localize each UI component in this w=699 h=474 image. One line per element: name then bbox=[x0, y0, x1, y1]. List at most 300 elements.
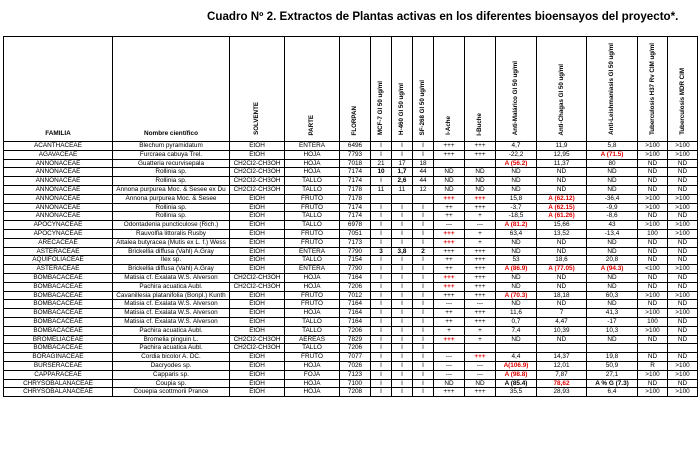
value-cell: 7100 bbox=[340, 379, 371, 388]
value-cell: >100 bbox=[668, 291, 698, 300]
value-cell: 7164 bbox=[340, 273, 371, 282]
family-cell: ANNONACEAE bbox=[4, 168, 113, 177]
value-cell: ND bbox=[587, 335, 638, 344]
value-cell: ND bbox=[638, 247, 668, 256]
value-cell: I bbox=[371, 265, 392, 274]
value-cell: EtOH bbox=[230, 212, 285, 221]
value-cell: TALLO bbox=[285, 344, 340, 353]
value-cell: EtOH bbox=[230, 238, 285, 247]
column-header bbox=[392, 37, 413, 142]
value-cell: -22,2 bbox=[496, 150, 537, 159]
value-cell: HOJA bbox=[285, 159, 340, 168]
value-cell: ND bbox=[537, 282, 587, 291]
value-cell: A (62.12) bbox=[537, 194, 587, 203]
value-cell: 6978 bbox=[340, 221, 371, 230]
value-cell: I bbox=[371, 309, 392, 318]
species-cell: Coupia sp. bbox=[113, 379, 230, 388]
value-cell: I bbox=[392, 344, 413, 353]
value-cell: HOJA bbox=[285, 309, 340, 318]
value-cell: 18,6 bbox=[537, 256, 587, 265]
value-cell: >100 bbox=[638, 221, 668, 230]
value-cell: ND bbox=[587, 282, 638, 291]
value-cell: FOJA bbox=[285, 370, 340, 379]
column-header bbox=[496, 37, 537, 142]
value-cell: +++ bbox=[465, 142, 496, 151]
column-header-label: Anti-Leishmaniasis GI 50 ug/ml bbox=[608, 43, 616, 136]
value-cell: 4,4 bbox=[496, 353, 537, 362]
value-cell: ND bbox=[537, 335, 587, 344]
value-cell: ND bbox=[496, 273, 537, 282]
table-row bbox=[4, 300, 698, 309]
value-cell: 10,3 bbox=[587, 326, 638, 335]
value-cell: 5,8 bbox=[587, 142, 638, 151]
value-cell: EtOH bbox=[230, 247, 285, 256]
value-cell: ND bbox=[496, 185, 537, 194]
value-cell bbox=[668, 344, 698, 353]
column-header bbox=[230, 37, 285, 142]
value-cell: ND bbox=[537, 247, 587, 256]
value-cell: I bbox=[413, 238, 434, 247]
value-cell: FRUTO bbox=[285, 353, 340, 362]
value-cell: ND bbox=[465, 168, 496, 177]
value-cell: A (98.8) bbox=[496, 370, 537, 379]
value-cell: ND bbox=[668, 159, 698, 168]
value-cell: ND bbox=[638, 335, 668, 344]
value-cell: I bbox=[413, 256, 434, 265]
value-cell: ND bbox=[668, 212, 698, 221]
value-cell: >100 bbox=[638, 309, 668, 318]
value-cell: I bbox=[371, 353, 392, 362]
value-cell: I bbox=[413, 361, 434, 370]
table-row bbox=[4, 177, 698, 186]
value-cell: EtOH bbox=[230, 150, 285, 159]
species-cell: Attalea butyracea (Mutis ex L. f.) Wess bbox=[113, 238, 230, 247]
value-cell: FRUTO bbox=[285, 238, 340, 247]
family-cell: BOMBACACEAE bbox=[4, 317, 113, 326]
species-cell: Matisia cf. Exalata W.S. Alverson bbox=[113, 317, 230, 326]
value-cell: I bbox=[371, 370, 392, 379]
value-cell: +++ bbox=[465, 291, 496, 300]
value-cell: >100 bbox=[668, 388, 698, 397]
value-cell: 7,4 bbox=[496, 326, 537, 335]
value-cell: I bbox=[371, 238, 392, 247]
value-cell: A (81.2) bbox=[496, 221, 537, 230]
species-cell: Odontadenia puncticulose (Rich.) bbox=[113, 221, 230, 230]
value-cell: FRUTO bbox=[285, 229, 340, 238]
species-cell: Rollinia sp. bbox=[113, 212, 230, 221]
value-cell: --- bbox=[465, 300, 496, 309]
value-cell: CH2Cl2-CH3OH bbox=[230, 185, 285, 194]
species-cell: Matisia cf. Exalata W.S. Alverson bbox=[113, 273, 230, 282]
family-cell: ASTERACEAE bbox=[4, 247, 113, 256]
value-cell: HOJA bbox=[285, 379, 340, 388]
value-cell: ND bbox=[496, 300, 537, 309]
column-header-label: H-460 GI 50 ug/ml bbox=[398, 83, 406, 136]
value-cell: I bbox=[392, 238, 413, 247]
value-cell: 0,7 bbox=[496, 317, 537, 326]
value-cell: I bbox=[413, 273, 434, 282]
value-cell: I bbox=[371, 291, 392, 300]
family-cell: ANNONACEAE bbox=[4, 159, 113, 168]
value-cell: ND bbox=[668, 326, 698, 335]
value-cell: +++ bbox=[465, 256, 496, 265]
table-row bbox=[4, 185, 698, 194]
value-cell: 1,7 bbox=[392, 168, 413, 177]
value-cell: A (85.4) bbox=[496, 379, 537, 388]
table-row bbox=[4, 379, 698, 388]
species-cell: Rauvolfia littoralis Rusby bbox=[113, 229, 230, 238]
family-cell: BOMBACACEAE bbox=[4, 282, 113, 291]
value-cell: A % G (7.3) bbox=[587, 379, 638, 388]
table-row bbox=[4, 159, 698, 168]
value-cell: +++ bbox=[434, 273, 465, 282]
value-cell: ++ bbox=[434, 203, 465, 212]
species-cell: Pachira acuatica Aubl. bbox=[113, 326, 230, 335]
value-cell: 7077 bbox=[340, 353, 371, 362]
value-cell: EtOH bbox=[230, 379, 285, 388]
table-row bbox=[4, 238, 698, 247]
column-header-label: FLORPAN bbox=[351, 105, 359, 136]
value-cell: +++ bbox=[465, 194, 496, 203]
value-cell: 78,62 bbox=[537, 379, 587, 388]
value-cell: ND bbox=[465, 177, 496, 186]
value-cell: ND bbox=[537, 273, 587, 282]
family-cell: APOCYNACEAE bbox=[4, 221, 113, 230]
value-cell: 44 bbox=[413, 168, 434, 177]
value-cell: ND bbox=[668, 379, 698, 388]
value-cell: + bbox=[465, 212, 496, 221]
value-cell: I bbox=[371, 344, 392, 353]
value-cell: --- bbox=[434, 361, 465, 370]
value-cell: -3,7 bbox=[496, 203, 537, 212]
value-cell: I bbox=[392, 317, 413, 326]
value-cell bbox=[587, 344, 638, 353]
value-cell: ++ bbox=[434, 265, 465, 274]
value-cell: I bbox=[392, 291, 413, 300]
value-cell: A (56.2) bbox=[496, 159, 537, 168]
value-cell: ND bbox=[434, 177, 465, 186]
value-cell: I bbox=[413, 221, 434, 230]
value-cell: 11,6 bbox=[496, 309, 537, 318]
value-cell: 7208 bbox=[340, 388, 371, 397]
value-cell: I bbox=[371, 335, 392, 344]
value-cell: 60,3 bbox=[587, 291, 638, 300]
value-cell: ND bbox=[587, 185, 638, 194]
species-cell: Guatteria recurvisepala bbox=[113, 159, 230, 168]
value-cell: 35,5 bbox=[496, 388, 537, 397]
value-cell: 27,1 bbox=[587, 370, 638, 379]
value-cell: ND bbox=[638, 185, 668, 194]
table-row bbox=[4, 212, 698, 221]
column-header bbox=[638, 37, 668, 142]
value-cell: CH2Cl2-CH3OH bbox=[230, 168, 285, 177]
species-cell: Ilex sp. bbox=[113, 256, 230, 265]
species-cell: Cavanillesia platanifolia (Bonpl.) Kunth bbox=[113, 291, 230, 300]
value-cell: ND bbox=[668, 177, 698, 186]
value-cell: 7174 bbox=[340, 177, 371, 186]
value-cell: A (77.05) bbox=[537, 265, 587, 274]
species-cell: Annona purpurea Moc. & Sesee ex Du bbox=[113, 185, 230, 194]
value-cell: 4,47 bbox=[537, 317, 587, 326]
value-cell: ND bbox=[537, 300, 587, 309]
family-cell: BORAGINACEAE bbox=[4, 353, 113, 362]
value-cell: >100 bbox=[668, 203, 698, 212]
value-cell: ND bbox=[434, 185, 465, 194]
value-cell: >100 bbox=[638, 194, 668, 203]
value-cell: 43 bbox=[587, 221, 638, 230]
column-header bbox=[285, 37, 340, 142]
column-header bbox=[413, 37, 434, 142]
value-cell: ND bbox=[496, 168, 537, 177]
table-row bbox=[4, 273, 698, 282]
value-cell: TALLO bbox=[285, 212, 340, 221]
value-cell: A (71.5) bbox=[587, 150, 638, 159]
family-cell: ASTERACEAE bbox=[4, 265, 113, 274]
value-cell: >100 bbox=[668, 309, 698, 318]
value-cell: --- bbox=[434, 353, 465, 362]
table-row bbox=[4, 370, 698, 379]
value-cell: -8,6 bbox=[587, 212, 638, 221]
value-cell: ND bbox=[537, 185, 587, 194]
value-cell: >100 bbox=[668, 361, 698, 370]
value-cell: 11 bbox=[392, 185, 413, 194]
value-cell: --- bbox=[434, 370, 465, 379]
column-header: FAMILIA bbox=[4, 37, 113, 142]
table-row bbox=[4, 291, 698, 300]
value-cell: TALLO bbox=[285, 221, 340, 230]
table-row bbox=[4, 317, 698, 326]
value-cell: + bbox=[465, 229, 496, 238]
value-cell: 19,8 bbox=[587, 353, 638, 362]
value-cell: I bbox=[371, 326, 392, 335]
value-cell: ND bbox=[638, 282, 668, 291]
value-cell: ND bbox=[434, 168, 465, 177]
value-cell bbox=[537, 344, 587, 353]
value-cell: 28,93 bbox=[537, 388, 587, 397]
value-cell: +++ bbox=[434, 335, 465, 344]
value-cell: 15,66 bbox=[537, 221, 587, 230]
value-cell: +++ bbox=[465, 247, 496, 256]
value-cell: ND bbox=[668, 256, 698, 265]
value-cell: ENTERA bbox=[285, 142, 340, 151]
value-cell: >100 bbox=[668, 150, 698, 159]
value-cell: I bbox=[392, 353, 413, 362]
value-cell: 100 bbox=[638, 317, 668, 326]
value-cell: +++ bbox=[465, 282, 496, 291]
species-cell: Blechum pyramidatum bbox=[113, 142, 230, 151]
value-cell: >100 bbox=[668, 142, 698, 151]
column-header: Nombre científico bbox=[113, 37, 230, 142]
value-cell: --- bbox=[434, 221, 465, 230]
value-cell: I bbox=[371, 317, 392, 326]
value-cell: 7793 bbox=[340, 150, 371, 159]
value-cell: 3 bbox=[371, 247, 392, 256]
family-cell: BOMBACACEAE bbox=[4, 309, 113, 318]
value-cell: ND bbox=[537, 177, 587, 186]
value-cell: FRUTO bbox=[285, 300, 340, 309]
value-cell: 20,8 bbox=[587, 256, 638, 265]
value-cell: 53 bbox=[496, 256, 537, 265]
table-row bbox=[4, 229, 698, 238]
value-cell: I bbox=[392, 379, 413, 388]
value-cell: ND bbox=[465, 379, 496, 388]
value-cell: EtOH bbox=[230, 317, 285, 326]
value-cell: CH2Cl2-CH3OH bbox=[230, 273, 285, 282]
value-cell: I bbox=[413, 388, 434, 397]
table-row bbox=[4, 326, 698, 335]
value-cell: HOJA bbox=[285, 388, 340, 397]
family-cell: ACANTHACEAE bbox=[4, 142, 113, 151]
column-header bbox=[668, 37, 698, 142]
column-header-label: I-Buche bbox=[476, 112, 484, 136]
value-cell: I bbox=[371, 361, 392, 370]
family-cell: ANNONACEAE bbox=[4, 194, 113, 203]
table-title: Cuadro Nº 2. Extractos de Plantas activas en los diferentes bioensayos del proyecto*. bbox=[207, 10, 679, 23]
value-cell: 12 bbox=[413, 185, 434, 194]
value-cell: EtOH bbox=[230, 326, 285, 335]
family-cell: BOMBACACEAE bbox=[4, 326, 113, 335]
value-cell: TALLO bbox=[285, 185, 340, 194]
table-row bbox=[4, 344, 698, 353]
family-cell: BOMBACACEAE bbox=[4, 344, 113, 353]
species-cell: Bromelia pinguin L. bbox=[113, 335, 230, 344]
column-header-label: SF-268 GI 50 ug/ml bbox=[419, 79, 427, 136]
family-cell: CHRYSOBALANACEAE bbox=[4, 388, 113, 397]
value-cell: I bbox=[371, 142, 392, 151]
value-cell: >100 bbox=[638, 370, 668, 379]
value-cell: I bbox=[371, 212, 392, 221]
value-cell: ND bbox=[668, 317, 698, 326]
value-cell: ND bbox=[638, 379, 668, 388]
value-cell: +++ bbox=[434, 247, 465, 256]
value-cell: 7174 bbox=[340, 168, 371, 177]
value-cell: 7173 bbox=[340, 238, 371, 247]
family-cell: BURSERACEAE bbox=[4, 361, 113, 370]
value-cell: EtOH bbox=[230, 203, 285, 212]
value-cell: ENTERA bbox=[285, 247, 340, 256]
table-row bbox=[4, 203, 698, 212]
species-cell: Cordia bicolor A. DC. bbox=[113, 353, 230, 362]
value-cell: 14,37 bbox=[537, 353, 587, 362]
value-cell: 7829 bbox=[340, 335, 371, 344]
value-cell: 10,39 bbox=[537, 326, 587, 335]
value-cell: CH2Cl2-CH3OH bbox=[230, 282, 285, 291]
data-table bbox=[3, 36, 698, 397]
value-cell: 7790 bbox=[340, 265, 371, 274]
species-cell: Furcraea cabuya Trel. bbox=[113, 150, 230, 159]
value-cell: >100 bbox=[668, 194, 698, 203]
value-cell: 6,4 bbox=[587, 388, 638, 397]
value-cell: EtOH bbox=[230, 309, 285, 318]
species-cell: Couepia scottmorii Prance bbox=[113, 388, 230, 397]
value-cell: I bbox=[392, 212, 413, 221]
value-cell: 3,8 bbox=[392, 247, 413, 256]
value-cell: EtOH bbox=[230, 221, 285, 230]
value-cell: I bbox=[371, 388, 392, 397]
value-cell: ND bbox=[638, 238, 668, 247]
column-header bbox=[340, 37, 371, 142]
value-cell: TALLO bbox=[285, 177, 340, 186]
header-row bbox=[4, 37, 698, 142]
value-cell: ND bbox=[668, 300, 698, 309]
value-cell: ND bbox=[638, 300, 668, 309]
value-cell: +++ bbox=[465, 317, 496, 326]
value-cell: 100 bbox=[638, 229, 668, 238]
value-cell: TALLO bbox=[285, 256, 340, 265]
value-cell: I bbox=[392, 203, 413, 212]
value-cell: I bbox=[371, 221, 392, 230]
value-cell: EtOH bbox=[230, 388, 285, 397]
value-cell: I bbox=[413, 150, 434, 159]
value-cell: I bbox=[392, 265, 413, 274]
value-cell: +++ bbox=[434, 150, 465, 159]
value-cell: 7164 bbox=[340, 309, 371, 318]
value-cell: I bbox=[392, 221, 413, 230]
value-cell: +++ bbox=[465, 388, 496, 397]
value-cell: ND bbox=[587, 177, 638, 186]
value-cell: ND bbox=[587, 247, 638, 256]
value-cell: 7154 bbox=[340, 256, 371, 265]
value-cell: --- bbox=[434, 300, 465, 309]
value-cell: I bbox=[413, 229, 434, 238]
value-cell: +++ bbox=[465, 353, 496, 362]
value-cell: + bbox=[465, 326, 496, 335]
value-cell: HOJA bbox=[285, 273, 340, 282]
value-cell: -18,5 bbox=[496, 212, 537, 221]
value-cell: 7178 bbox=[340, 185, 371, 194]
value-cell: 7164 bbox=[340, 300, 371, 309]
value-cell: CH2Cl2-CH3OH bbox=[230, 177, 285, 186]
value-cell: 6496 bbox=[340, 142, 371, 151]
value-cell: 7790 bbox=[340, 247, 371, 256]
value-cell: +++ bbox=[465, 309, 496, 318]
family-cell: APOCYNACEAE bbox=[4, 229, 113, 238]
value-cell: ND bbox=[668, 185, 698, 194]
value-cell: ND bbox=[496, 282, 537, 291]
value-cell: EtOH bbox=[230, 265, 285, 274]
value-cell: HOJA bbox=[285, 282, 340, 291]
value-cell: I bbox=[392, 282, 413, 291]
value-cell: I bbox=[413, 203, 434, 212]
value-cell: 17 bbox=[392, 159, 413, 168]
value-cell: I bbox=[413, 300, 434, 309]
value-cell: 7 bbox=[537, 309, 587, 318]
value-cell: TALLO bbox=[285, 326, 340, 335]
family-cell: ANNONACEAE bbox=[4, 203, 113, 212]
value-cell: >100 bbox=[668, 221, 698, 230]
value-cell: 13,52 bbox=[537, 229, 587, 238]
value-cell bbox=[434, 344, 465, 353]
species-cell: Rollinia sp. bbox=[113, 177, 230, 186]
value-cell: >100 bbox=[638, 326, 668, 335]
value-cell bbox=[465, 344, 496, 353]
value-cell: A (70.3) bbox=[496, 291, 537, 300]
value-cell: ND bbox=[496, 335, 537, 344]
column-header bbox=[465, 37, 496, 142]
value-cell: 18 bbox=[413, 159, 434, 168]
value-cell: 10 bbox=[371, 168, 392, 177]
value-cell: A (61.26) bbox=[537, 212, 587, 221]
value-cell: 7018 bbox=[340, 159, 371, 168]
value-cell: 7012 bbox=[340, 291, 371, 300]
value-cell: I bbox=[371, 203, 392, 212]
value-cell: HOJA bbox=[285, 150, 340, 159]
value-cell: ND bbox=[638, 168, 668, 177]
value-cell: ND bbox=[668, 353, 698, 362]
table-row bbox=[4, 221, 698, 230]
value-cell: A (62.15) bbox=[537, 203, 587, 212]
species-cell: Brickellia diffusa (Vahl) A.Gray bbox=[113, 265, 230, 274]
